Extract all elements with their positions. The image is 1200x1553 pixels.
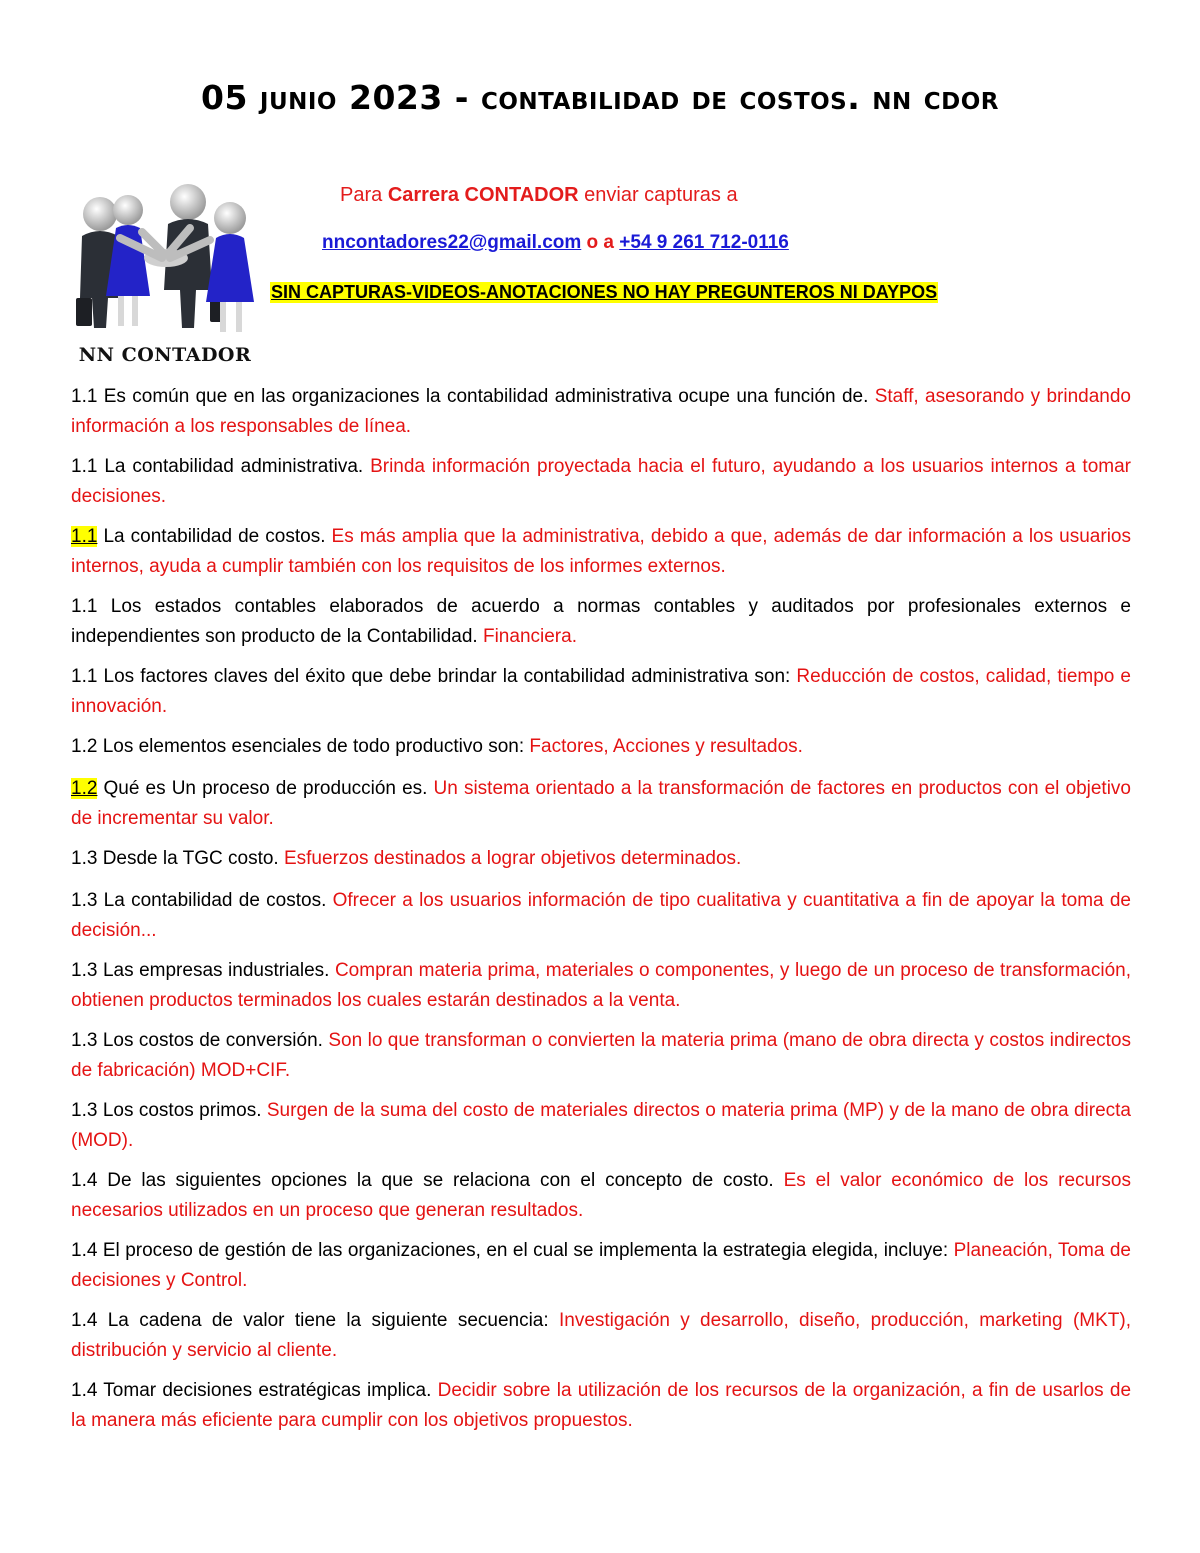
qa-question: La contabilidad administrativa. (97, 456, 371, 477)
qa-answer: Reducción de costos, calidad, tiempo e innovación. (71, 666, 1131, 717)
qa-question: Qué es Un proceso de producción es. (97, 778, 434, 799)
qa-item (71, 886, 1131, 946)
qa-question: La contabilidad de costos. (97, 890, 333, 911)
qa-number: 1.1 (71, 526, 98, 547)
qa-answer: Financiera. (482, 626, 577, 647)
qa-item (71, 1236, 1131, 1296)
qa-number: 1.1 (71, 456, 98, 477)
qa-answer: Surgen de la suma del costo de materiales directos o materia prima (MP) y de la mano de obra directa (MOD). (71, 1100, 1131, 1151)
qa-item (71, 1026, 1131, 1086)
qa-item (71, 522, 1131, 582)
contact-details (322, 232, 789, 254)
qa-question: Es común que en las organizaciones la contabilidad administrativa ocupe una función de. (97, 386, 875, 407)
contact-connector: o a (581, 232, 620, 253)
qa-answer: Ofrecer a los usuarios información de tipo cualitativa y cuantitativa a fin de apoyar la toma de decisión... (71, 890, 1131, 941)
qa-number: 1.2 (71, 736, 98, 757)
qa-answer: Un sistema orientado a la transformación de factores en productos con el objetivo de incrementar su valor. (71, 778, 1131, 829)
qa-item (71, 1096, 1131, 1156)
email-link[interactable]: nncontadores22@gmail.com (322, 232, 582, 253)
qa-answer: Esfuerzos destinados a lograr objetivos determinados. (283, 848, 742, 869)
qa-number: 1.3 (71, 1100, 98, 1121)
qa-question: Las empresas industriales. (97, 960, 335, 981)
qa-question: Los factores claves del éxito que debe brindar la contabilidad administrativa son: (97, 666, 797, 687)
qa-item (71, 592, 1131, 652)
page-title: 05 junio 2023 - contabilidad de costos. nn cdor (200, 78, 999, 117)
qa-item (71, 662, 1131, 722)
qa-question: Los costos primos. (97, 1100, 267, 1121)
qa-number: 1.3 (71, 1030, 98, 1051)
qa-answer: Es el valor económico de los recursos necesarios utilizados en un proceso que generan resultados. (71, 1170, 1131, 1221)
qa-question: De las siguientes opciones la que se relaciona con el concepto de costo. (97, 1170, 784, 1191)
contact-post-text: enviar capturas a (578, 184, 738, 206)
qa-item (71, 732, 1131, 762)
nn-contador-logo (70, 178, 260, 373)
qa-number: 1.3 (71, 848, 98, 869)
qa-number: 1.4 (71, 1170, 98, 1191)
contact-pre-text: Para (340, 184, 388, 206)
qa-number: 1.1 (71, 386, 98, 407)
qa-item (71, 452, 1131, 512)
qa-answer: Planeación, Toma de decisiones y Control. (71, 1240, 1131, 1291)
contact-instructions (340, 184, 738, 207)
qa-answer: Brinda información proyectada hacia el futuro, ayudando a los usuarios internos a tomar decisiones. (71, 456, 1131, 507)
qa-question: Los costos de conversión. (97, 1030, 329, 1051)
qa-question: La cadena de valor tiene la siguiente secuencia: (97, 1310, 559, 1331)
qa-number: 1.2 (71, 778, 98, 799)
logo-text: NN CONTADOR (78, 344, 252, 366)
qa-question: Los estados contables elaborados de acuerdo a normas contables y auditados por profesionales externos e independientes son producto de la Contabilidad. (71, 596, 1131, 647)
qa-answer: Factores, Acciones y resultados. (529, 736, 803, 757)
qa-answer: Decidir sobre la utilización de los recursos de la organización, a fin de usarlos de la manera más eficiente para cumplir con los objetivos propuestos. (71, 1380, 1132, 1431)
qa-item (71, 1166, 1131, 1226)
qa-number: 1.3 (71, 960, 98, 981)
qa-question: Los elementos esenciales de todo productivo son: (97, 736, 530, 757)
qa-number: 1.3 (71, 890, 98, 911)
qa-question: La contabilidad de costos. (97, 526, 332, 547)
qa-item (71, 844, 1131, 874)
qa-answer: Staff, asesorando y brindando información a los responsables de línea. (71, 386, 1131, 437)
qa-number: 1.4 (71, 1240, 98, 1261)
qa-number: 1.1 (71, 596, 98, 617)
phone-link[interactable]: +54 9 261 712-0116 (619, 232, 789, 253)
qa-question: Tomar decisiones estratégicas implica. (97, 1380, 438, 1401)
contact-career: Carrera CONTADOR (387, 184, 579, 206)
team-figures-icon (70, 178, 260, 343)
qa-item (71, 956, 1131, 1016)
notice-banner: SIN CAPTURAS-VIDEOS-ANOTACIONES NO HAY PREGUNTEROS NI DAYPOS (271, 282, 938, 302)
qa-answer: Es más amplia que la administrativa, debido a que, además de dar información a los usuarios internos, ayuda a cumplir también con los requisitos de los informes externos. (71, 526, 1131, 577)
qa-answer: Compran materia prima, materiales o componentes, y luego de un proceso de transformación, obtienen productos terminados los cuales estarán destinados a la venta. (71, 960, 1131, 1011)
qa-answer: Son lo que transforman o convierten la materia prima (mano de obra directa y costos indirectos de fabricación) MOD+CIF. (71, 1030, 1131, 1081)
qa-item (71, 774, 1131, 834)
qa-number: 1.4 (71, 1380, 98, 1401)
qa-question: El proceso de gestión de las organizaciones, en el cual se implementa la estrategia elegida, incluye: (97, 1240, 954, 1261)
qa-question: Desde la TGC costo. (97, 848, 284, 869)
qa-answer: Investigación y desarrollo, diseño, producción, marketing (MKT), distribución y servicio al cliente. (71, 1310, 1131, 1361)
qa-item (71, 1306, 1131, 1366)
qa-item (71, 1376, 1131, 1436)
qa-number: 1.1 (71, 666, 98, 687)
qa-item (71, 382, 1131, 442)
qa-number: 1.4 (71, 1310, 98, 1331)
